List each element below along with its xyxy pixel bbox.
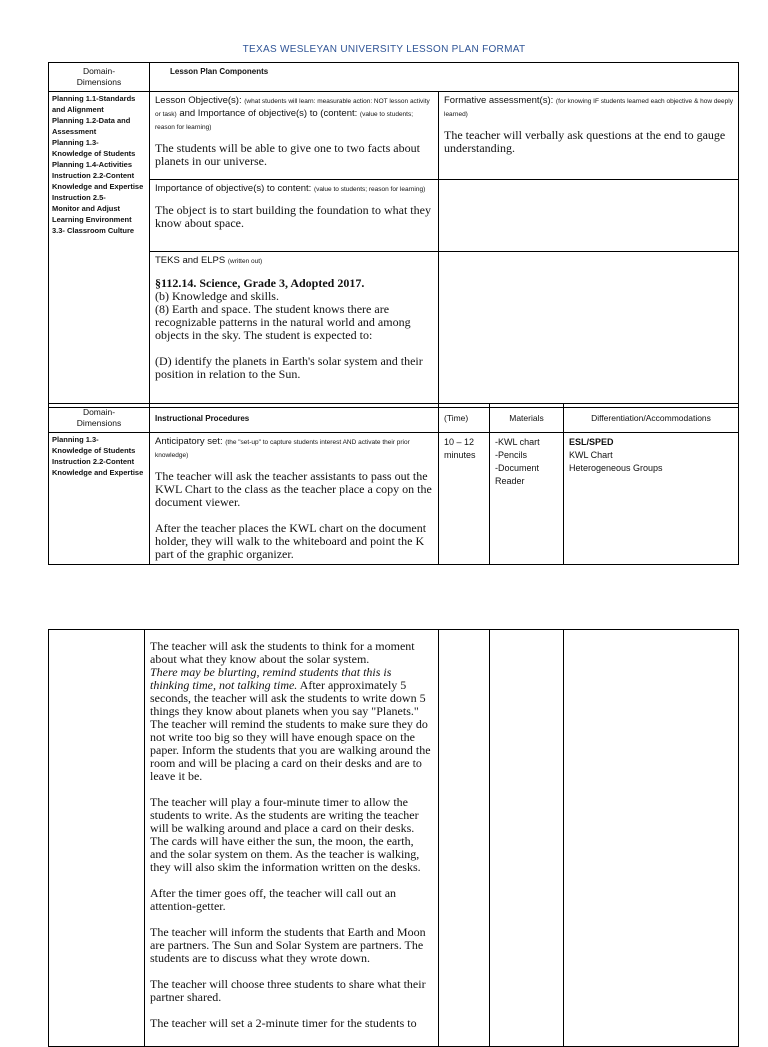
domain-dimensions-header: Domain- Dimensions (49, 404, 150, 433)
importance-note: (value to students; reason for learning) (313, 186, 426, 193)
differentiation-heading: ESL/SPED (569, 437, 614, 447)
anticipatory-paragraph-2: After the teacher places the KWL chart on the document holder, they will walk to the whiteboard and point the K part of the graphic organizer. (155, 521, 427, 561)
empty-cell (564, 630, 739, 1047)
procedure-paragraph-2: The teacher will play a four-minute timer to allow the students to write. As the students are writing the teacher will be walking around and place a card on their desks. The cards will have either the sun, the moon, the earth, and the solar system on them. As the teacher is walking, they will also skim the information written on the desks. (150, 795, 421, 874)
importance-inline-label: and Importance of objective(s) to (content: (179, 108, 358, 119)
teks-label: TEKS and ELPS (155, 255, 226, 266)
anticipatory-set-cell (150, 433, 439, 565)
materials-header: Materials (490, 404, 564, 433)
formative-assessment-cell (439, 92, 739, 180)
importance-inline-note: (value to students; reason for learning) (155, 111, 414, 131)
instructional-procedures-header: Instructional Procedures (150, 404, 439, 433)
teks-cell (150, 252, 439, 408)
empty-cell (490, 630, 564, 1047)
procedure-paragraph-5: The teacher will choose three students to share what their partner shared. (150, 977, 426, 1004)
empty-cell (439, 180, 739, 252)
procedure-paragraph-3: After the timer goes off, the teacher will call out an attention-getter. (150, 886, 397, 913)
procedure-paragraph-6: The teacher will set a 2-minute timer for the students to (150, 1016, 417, 1030)
teks-heading: §112.14. Science, Grade 3, Adopted 2017. (155, 276, 365, 290)
anticipatory-set-label: Anticipatory set: (155, 436, 223, 447)
lesson-objective-cell (150, 92, 439, 180)
procedures-continued-cell (145, 630, 439, 1047)
formative-assessment-text: The teacher will verbally ask questions at the end to gauge understanding. (444, 128, 726, 155)
formative-assessment-note: (for knowing IF students learned each objective & how deeply learned) (444, 98, 733, 118)
differentiation-cell (564, 433, 739, 565)
importance-label: Importance of objective(s) to content: (155, 183, 312, 194)
empty-cell (49, 630, 145, 1047)
document-title: TEXAS WESLEYAN UNIVERSITY LESSON PLAN FORMAT (242, 44, 526, 55)
lesson-objective-label: Lesson Objective(s): (155, 95, 242, 106)
procedure-paragraph-1b: There may be blurting, remind students that this is thinking time, not talking time. (150, 665, 392, 692)
instructional-procedures-table (48, 403, 739, 565)
lesson-objective-text: The students will be able to give one to two facts about planets in our universe. (155, 141, 420, 168)
lesson-plan-table (48, 62, 739, 408)
teks-text-2: (D) identify the planets in Earth's solar system and their position in relation to the Sun. (155, 354, 423, 381)
materials-list: -KWL chart -Pencils -Document Reader (490, 433, 564, 565)
procedures-continued-table (48, 629, 739, 1047)
lesson-plan-components-header: Lesson Plan Components (150, 63, 739, 92)
differentiation-items: KWL Chart Heterogeneous Groups (569, 450, 663, 473)
domain-list: Planning 1.1-Standards and Alignment Planning 1.2-Data and Assessment Planning 1.3- Knowledge of Students Planning 1.4-Activities Instruction 2.2-Content Knowledge and Expertise Instruction 2.5- Monitor and Adjust Learning Environment 3.3- Classroom Culture (49, 92, 150, 408)
procedure-paragraph-1a: The teacher will ask the students to think for a moment about what they know about the solar system. (150, 639, 415, 666)
time-value: 10 – 12 minutes (439, 433, 490, 565)
teks-note: (written out) (227, 258, 263, 265)
anticipatory-paragraph-1: The teacher will ask the teacher assistants to pass out the KWL Chart to the class as the teacher place a copy on the document viewer. (155, 469, 432, 509)
procedure-paragraph-1c: After approximately 5 seconds, the teacher will ask the students to write down 5 things they know about planets when you say "Planets." The teacher will remind the students to make sure they do not write too big so they will have enough space on the paper. Inform the students that you are walking around the room and will be placing a card on their desks and are to leave it be. (150, 678, 431, 783)
teks-text: (b) Knowledge and skills. (8) Earth and space. The student knows there are recognizable patterns in the natural world and among objects in the sky. The student is expected to: (155, 289, 411, 342)
differentiation-header: Differentiation/Accommodations (564, 404, 739, 433)
empty-cell (439, 630, 490, 1047)
procedure-paragraph-4: The teacher will inform the students that Earth and Moon are partners. The Sun and Solar System are partners. The students are to discuss what they wrote down. (150, 925, 426, 965)
formative-assessment-label: Formative assessment(s): (444, 95, 554, 106)
domain-list: Planning 1.3- Knowledge of Students Instruction 2.2-Content Knowledge and Expertise (49, 433, 150, 565)
importance-text: The object is to start building the foundation to what they know about space. (155, 203, 431, 230)
anticipatory-set-note: (the "set-up" to capture students interest AND activate their prior knowledge) (155, 439, 410, 459)
lesson-objective-note: (what students will learn: measurable action: NOT lesson activity or task) (155, 98, 430, 118)
empty-cell (439, 252, 739, 408)
time-header: (Time) (439, 404, 490, 433)
importance-cell (150, 180, 439, 252)
domain-dimensions-header: Domain- Dimensions (49, 63, 150, 92)
